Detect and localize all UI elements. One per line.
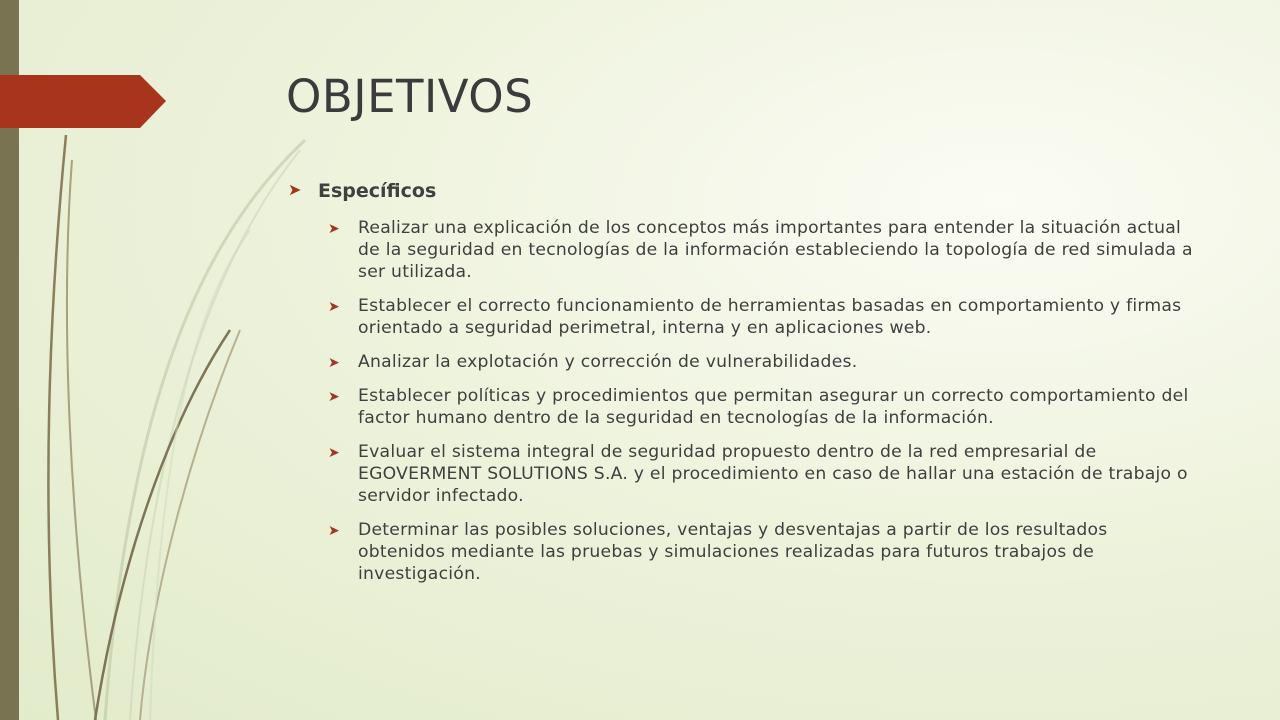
arrow-right-icon: ➤	[328, 522, 340, 539]
objectives-list	[288, 217, 1193, 585]
list-item	[328, 441, 1193, 507]
slide-title: OBJETIVOS	[286, 70, 534, 123]
arrow-right-icon: ➤	[328, 220, 340, 237]
list-item-text: Establecer políticas y procedimientos que permitan asegurar un correcto comportamiento del factor humano dentro de la seguridad en tecnologías de la información.	[358, 385, 1189, 428]
section-heading-label: Específicos	[318, 180, 437, 202]
list-item-text: Realizar una explicación de los conceptos más importantes para entender la situación actual de la seguridad en tecnologías de la información estableciendo la topología de red simulada a ser utilizada.	[358, 217, 1193, 282]
arrow-right-icon: ➤	[328, 298, 340, 315]
list-item	[328, 351, 1193, 373]
list-item-text: Determinar las posibles soluciones, ventajas y desventajas a partir de los resultados obtenidos mediante las pruebas y simulaciones realizadas para futuros trabajos de investigación.	[358, 519, 1108, 584]
content-area	[288, 180, 1193, 597]
arrow-right-icon: ➤	[328, 444, 340, 461]
arrow-right-icon: ➤	[328, 354, 340, 371]
list-item	[328, 295, 1193, 339]
list-item-text: Establecer el correcto funcionamiento de herramientas basadas en comportamiento y firmas orientado a seguridad perimetral, interna y en aplicaciones web.	[358, 295, 1182, 338]
list-item-text: Analizar la explotación y corrección de vulnerabilidades.	[358, 351, 858, 372]
arrow-right-icon: ➤	[288, 180, 302, 199]
list-item	[328, 385, 1193, 429]
section-heading	[288, 180, 1193, 203]
list-item-text: Evaluar el sistema integral de seguridad propuesto dentro de la red empresarial de EGOVERMENT SOLUTIONS S.A. y el procedimiento en caso de hallar una estación de trabajo o servidor infectado.	[358, 441, 1188, 506]
list-item	[328, 519, 1193, 585]
list-item	[328, 217, 1193, 283]
arrow-right-icon: ➤	[328, 388, 340, 405]
